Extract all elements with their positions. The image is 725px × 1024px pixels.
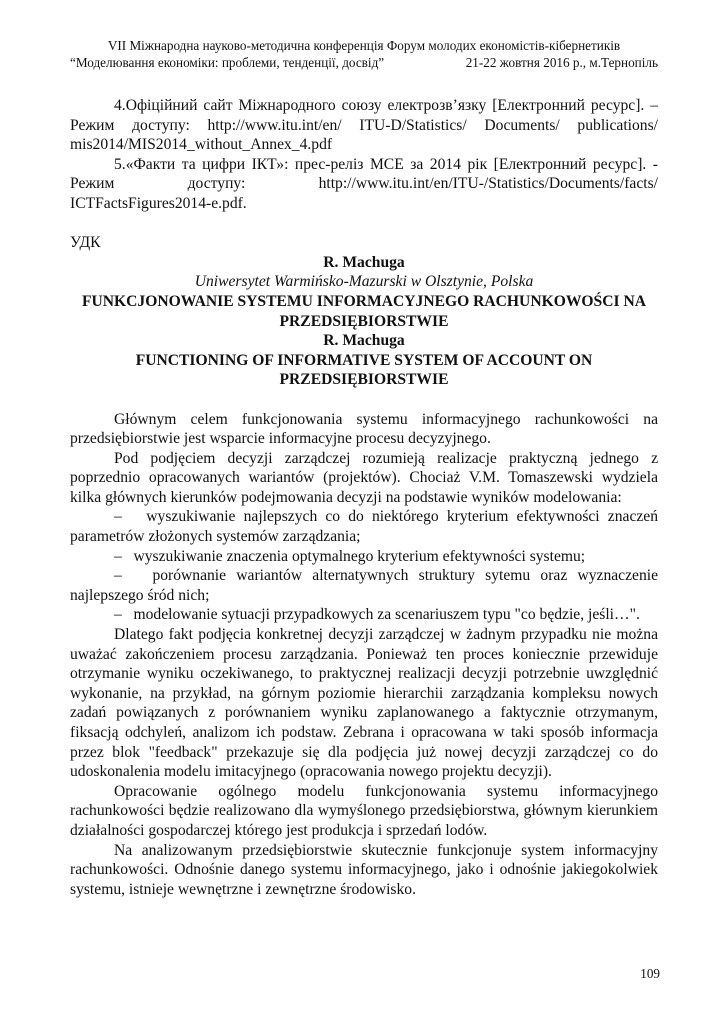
header-conference-theme: “Моделювання економіки: проблеми, тенденції, досвід”	[70, 55, 385, 70]
paragraph-intro: Głównym celem funkcjonowania systemu informacyjnego rachunkowości na przedsiębiorstwie jest wsparcie informacyjne procesu decyzyjnego.	[70, 410, 658, 448]
author-affiliation: Uniwersytet Warmińsko-Mazurski w Olsztynie, Polska	[194, 273, 534, 291]
author-name-english: R. Machuga	[323, 332, 405, 350]
list-item: – wyszukiwanie najlepszych co do niektórego kryterium efektywności znaczeń parametrów złożonych systemów zarządzania;	[70, 508, 658, 546]
spacer	[70, 390, 658, 410]
page-number: 109	[640, 966, 660, 981]
paragraph-environment: Na analizowanym przedsiębiorstwie skutecznie funkcjonuje system informacyjny rachunkowości. Odnośnie danego systemu informacyjnego, jako i odnośnie jakiegokolwiek systemu, istnieje wewnętrzne i zewnętrzne środowisko.	[70, 841, 658, 898]
running-header	[70, 37, 658, 71]
paragraph-decision: Pod podjęciem decyzji zarządczej rozumieją realizacje praktyczną jednego z poprzednio opracowanych wariantów (projektów). Chociaż V.M. Tomaszewski wydziela kilka głównych kierunków podejmowania decyzji na podstawie wyników modelowania:	[70, 449, 658, 506]
paragraph-model: Opracowanie ogólnego modelu funkcjonowania systemu informacyjnego rachunkowości będzie realizowano dla wymyślonego przedsiębiorstwa, głównym kierunkiem działalności gospodarczej którego jest produkcja i sprzedań lodów.	[70, 782, 658, 839]
spacer	[70, 214, 658, 234]
article-title-polish: FUNKCJONOWANIE SYSTEMU INFORMACYJNEGO RACHUNKOWOŚCI NA PRZEDSIĘBIORSTWIE	[81, 292, 646, 330]
author-name: R. Machuga	[323, 253, 405, 271]
list-item: – modelowanie sytuacji przypadkowych za scenariuszem typu "co będzie, jeśli…".	[114, 606, 640, 624]
udk-label: УДК	[70, 234, 101, 252]
reference-5: 5.«Факти та цифри ІКТ»: прес-реліз МСЕ за 2014 рік [Електронний ресурс]. - Режим доступу: http://www.itu.int/en/ITU-/Statistics/Documents/facts/ ICTFactsFigures2014-e.pdf.	[70, 155, 658, 212]
header-subtitle-line	[70, 54, 658, 71]
header-conference-date: 21-22 жовтня 2016 р., м.Тернопіль	[465, 55, 658, 70]
reference-4: 4.Офіційний сайт Міжнародного союзу електрозв’язку [Електронний ресурс]. – Режим доступу: http://www.itu.int/en/ ITU-D/Statistics/ Documents/ publications/ mis2014/MIS2014_without_Annex_4.pdf	[70, 97, 658, 154]
list-item: – wyszukiwanie znaczenia optymalnego kryterium efektywności systemu;	[114, 547, 586, 565]
page-body	[70, 96, 658, 899]
article-title-english: FUNCTIONING OF INFORMATIVE SYSTEM OF ACCOUNT ON PRZEDSIĘBIORSTWIE	[135, 351, 593, 389]
list-item: – porównanie wariantów alternatywnych struktury sytemu oraz wyznaczenie najlepszego śród nich;	[70, 567, 658, 604]
paragraph-process: Dlatego fakt podjęcia konkretnej decyzji zarządczej w żadnym przypadku nie można uważać zakończeniem procesu zarządzania. Ponieważ ten proces koniecznie przewiduje otrzymanie wyniku oczekiwanego, to praktycznej realizacji decyzji potrzebnie uwzględnić wykonanie, na przykład, na górnym poziomie hierarchii zarządzania kompleksu nowych zadań powiązanych z porównaniem wyniku zaplanowanego a faktycznie otrzymanym, fiksacją odchyleń, analizom ich podstaw. Zebrana i opracowana w taki sposób informacja przez blok "feedback" przekazuje się dla podjęcia już nowej decyzji zarządczej co do udoskonalenia modelu imitacyjnego (opracowania nowego projektu decyzji).	[70, 626, 658, 781]
header-conference-line: VII Міжнародна науково-методична конференція Форум молодих економістів-кібернетиків	[107, 38, 621, 53]
